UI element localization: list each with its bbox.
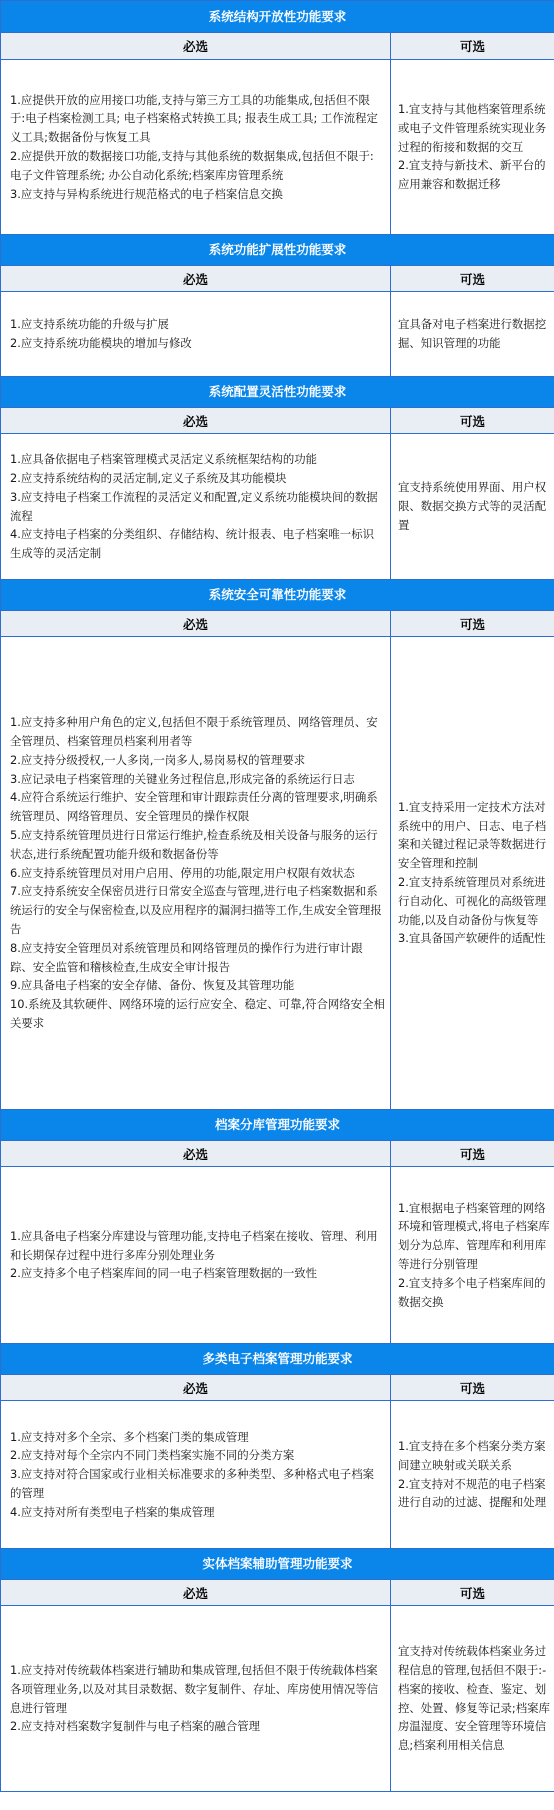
required-item: 1.应支持多种用户角色的定义,包括但不限于系统管理员、网络管理员、安全管理员、档案管理员档案利用者等 — [10, 715, 378, 749]
required-item: 1.应支持对多个全宗、多个档案门类的集成管理 — [10, 1429, 249, 1444]
optional-item: 宜支持系统使用界面、用户权限、数据交换方式等的灵活配置 — [398, 480, 547, 532]
optional-item: 宜具备对电子档案进行数据挖掘、知识管理的功能 — [398, 317, 547, 350]
required-item: 7.应支持系统安全保密员进行日常安全巡查与管理,进行电子档案数据和系统运行的安全与保密检查,以及应用程序的漏洞扫描等工作,生成安全管理报告 — [10, 884, 382, 936]
section-header — [1, 1110, 554, 1141]
column-header-row — [1, 266, 554, 292]
section-title: 系统安全可靠性功能要求 — [1, 580, 554, 611]
optional-cell — [391, 1401, 554, 1549]
required-item: 2.应支持对档案数字复制件与电子档案的融合管理 — [10, 1719, 261, 1734]
required-column-header: 必选 — [1, 33, 391, 60]
requirements-row — [1, 637, 554, 1110]
required-column-header: 必选 — [1, 611, 391, 637]
required-item: 3.应记录电子档案管理的关键业务过程信息,形成完备的系统运行日志 — [10, 771, 355, 786]
required-column-header: 必选 — [1, 408, 391, 434]
section-header — [1, 1, 554, 33]
requirements-row — [1, 1606, 554, 1792]
section-title: 多类电子档案管理功能要求 — [1, 1344, 554, 1375]
required-item: 4.应支持对所有类型电子档案的集成管理 — [10, 1504, 215, 1519]
section-header — [1, 1549, 554, 1580]
optional-item: 2.宜支持多个电子档案库间的数据交换 — [398, 1275, 546, 1309]
column-header-row — [1, 408, 554, 434]
section-header — [1, 377, 554, 408]
required-cell — [1, 292, 391, 377]
required-item: 1.应具备依据电子档案管理模式灵活定义系统框架结构的功能 — [10, 452, 318, 467]
required-item: 5.应支持系统管理员进行日常运行维护,检查系统及相关设备与服务的运行状态,进行系统配置功能升级和数据备份等 — [10, 828, 378, 861]
optional-cell — [391, 1606, 554, 1792]
optional-item: 2.宜支持对不规范的电子档案进行自动的过滤、提醒和处理 — [398, 1476, 547, 1510]
required-column-header: 必选 — [1, 266, 391, 292]
optional-item: 1.宜支持与其他档案管理系统或电子文件管理系统实现业务过程的衔接和数据的交互 — [398, 102, 547, 154]
optional-item: 2.宜支持系统管理员对系统进行自动化、可视化的高级管理功能,以及自动备份与恢复等 — [398, 875, 547, 927]
requirements-row — [1, 1167, 554, 1344]
optional-column-header: 可选 — [391, 408, 554, 434]
optional-item: 1.宜支持采用一定技术方法对系统中的用户、日志、电子档案和关键过程记录等数据进行安全管理和控制 — [398, 799, 547, 871]
required-column-header: 必选 — [1, 1141, 391, 1167]
section-title: 实体档案辅助管理功能要求 — [1, 1549, 554, 1580]
required-item: 1.应具备电子档案分库建设与管理功能,支持电子档案在接收、管理、利用和长期保存过程中进行多库分别处理业务 — [10, 1228, 378, 1262]
section-title: 系统结构开放性功能要求 — [1, 1, 554, 33]
required-item: 1.应提供开放的应用接口功能,支持与第三方工具的功能集成,包括但不限于:电子档案检测工具; 电子档案格式转换工具; 报表生成工具; 工作流程定义工具;数据备份与恢复工具 — [10, 92, 378, 145]
optional-cell — [391, 1167, 554, 1344]
required-item: 2.应支持分级授权,一人多岗,一岗多人,易岗易权的管理要求 — [10, 752, 306, 767]
required-item: 2.应支持系统结构的灵活定制,定义子系统及其功能模块 — [10, 470, 287, 485]
required-item: 2.应支持多个电子档案库间的同一电子档案管理数据的一致性 — [10, 1266, 318, 1281]
required-item: 3.应支持与异构系统进行规范格式的电子档案信息交换 — [10, 186, 283, 201]
section-header — [1, 1344, 554, 1375]
required-item: 2.应支持系统功能模块的增加与修改 — [10, 336, 192, 350]
section-title: 档案分库管理功能要求 — [1, 1110, 554, 1141]
required-cell — [1, 637, 391, 1110]
column-header-row — [1, 1375, 554, 1401]
optional-item: 1.宜支持在多个档案分类方案间建立映射或关联关系 — [398, 1438, 546, 1472]
optional-item: 3.宜具备国产软硬件的适配性 — [398, 931, 546, 946]
required-item: 9.应具备电子档案的安全存储、备份、恢复及其管理功能 — [10, 978, 295, 993]
required-item: 1.应支持系统功能的升级与扩展 — [10, 317, 169, 332]
optional-item: 1.宜根据电子档案管理的网络环境和管理模式,将电子档案库划分为总库、管理库和利用库等进行分别管理 — [398, 1200, 550, 1271]
required-item: 2.应提供开放的数据接口功能,支持与其他系统的数据集成,包括但不限于:电子文件管理系统; 办公自动化系统;档案库房管理系统 — [10, 149, 374, 182]
section-title: 系统功能扩展性功能要求 — [1, 235, 554, 266]
section-header — [1, 235, 554, 266]
optional-item: 2.宜支持与新技术、新平台的应用兼容和数据迁移 — [398, 158, 546, 192]
required-cell — [1, 60, 391, 235]
column-header-row — [1, 1141, 554, 1167]
optional-column-header: 可选 — [391, 611, 554, 637]
required-item: 3.应支持对符合国家或行业相关标准要求的多种类型、多种格式电子档案的管理 — [10, 1467, 374, 1500]
optional-column-header: 可选 — [391, 266, 554, 292]
required-item: 4.应符合系统运行维护、安全管理和审计跟踪责任分离的管理要求,明确系统管理员、网络管理员、安全管理员的操作权限 — [10, 790, 378, 824]
optional-column-header: 可选 — [391, 33, 554, 60]
required-cell — [1, 1606, 391, 1792]
requirements-row — [1, 60, 554, 235]
column-header-row — [1, 1580, 554, 1606]
requirements-row — [1, 292, 554, 377]
requirements-row — [1, 434, 554, 580]
section-header — [1, 580, 554, 611]
column-header-row — [1, 611, 554, 637]
required-column-header: 必选 — [1, 1375, 391, 1401]
optional-column-header: 可选 — [391, 1375, 554, 1401]
required-cell — [1, 434, 391, 580]
required-cell — [1, 1401, 391, 1549]
optional-item: 宜支持对传统载体档案业务过程信息的管理,包括但不限于:-档案的接收、检查、鉴定、划控、处置、修复等记录;档案库房温湿度、安全管理等环境信息;档案利用相关信息 — [398, 1644, 550, 1753]
required-item: 1.应支持对传统载体档案进行辅助和集成管理,包括但不限于传统载体档案各项管理业务,以及对其目录数据、数字复制件、存址、库房使用情况等信息进行管理 — [10, 1662, 379, 1715]
required-item: 3.应支持电子档案工作流程的灵活定义和配置,定义系统功能模块间的数据流程 — [10, 489, 378, 523]
required-item: 8.应支持安全管理员对系统管理员和网络管理员的操作行为进行审计跟踪、安全监管和稽核检查,生成安全审计报告 — [10, 940, 363, 974]
optional-column-header: 可选 — [391, 1580, 554, 1606]
required-item: 6.应支持系统管理员对用户启用、停用的功能,限定用户权限有效状态 — [10, 865, 355, 880]
section-title: 系统配置灵活性功能要求 — [1, 377, 554, 408]
required-column-header: 必选 — [1, 1580, 391, 1606]
required-item: 4.应支持电子档案的分类组织、存储结构、统计报表、电子档案唯一标识生成等的灵活定制 — [10, 527, 374, 561]
optional-cell — [391, 292, 554, 377]
optional-cell — [391, 60, 554, 235]
column-header-row — [1, 33, 554, 60]
requirements-row — [1, 1401, 554, 1549]
required-item: 2.应支持对每个全宗内不同门类档案实施不同的分类方案 — [10, 1448, 295, 1463]
required-cell — [1, 1167, 391, 1344]
optional-column-header: 可选 — [391, 1141, 554, 1167]
required-item: 10.系统及其软硬件、网络环境的运行应安全、稳定、可靠,符合网络安全相关要求 — [10, 997, 385, 1030]
optional-cell — [391, 637, 554, 1110]
optional-cell — [391, 434, 554, 580]
